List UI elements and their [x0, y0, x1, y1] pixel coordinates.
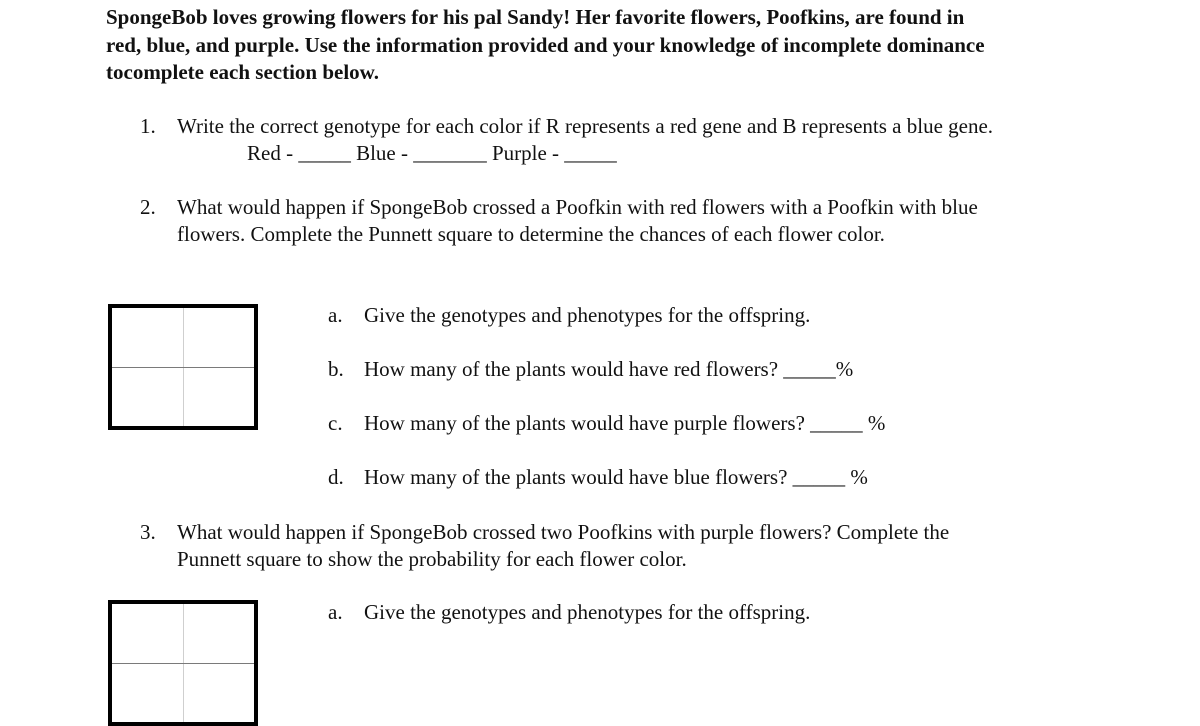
- intro-line-2: red, blue, and purple. Use the information provided and your knowledge of incomplete dominance: [106, 32, 985, 57]
- punnett-2-horizontal-divider: [112, 663, 254, 664]
- question-3-line-1: What would happen if SpongeBob crossed two Poofkins with purple flowers? Complete the: [177, 520, 950, 544]
- intro-line-1: SpongeBob loves growing flowers for his pal Sandy! Her favorite flowers, Poofkins, are found in: [106, 5, 965, 29]
- punnett-square-2: [108, 600, 258, 726]
- punnett-square-1: [108, 304, 258, 430]
- punnett-1-horizontal-divider: [112, 367, 254, 368]
- question-3-number: 3.: [140, 520, 156, 544]
- question-1-number: 1.: [140, 114, 156, 138]
- intro-paragraph: [106, 4, 1116, 87]
- question-2-number: 2.: [140, 195, 156, 219]
- question-2-line-2: flowers. Complete the Punnett square to determine the chances of each flower color.: [177, 222, 885, 246]
- question-1-text: Write the correct genotype for each color if R represents a red gene and B represents a blue gene.: [177, 114, 994, 138]
- question-3-line-2: Punnett square to show the probability for each flower color.: [177, 547, 687, 571]
- question-1-genotype-blanks: Red - _____ Blue - _______ Purple - _____: [247, 141, 617, 165]
- intro-line-3: tocomplete each section below.: [106, 60, 379, 84]
- question-2-line-1: What would happen if SpongeBob crossed a Poofkin with red flowers with a Poofkin with blue: [177, 195, 978, 219]
